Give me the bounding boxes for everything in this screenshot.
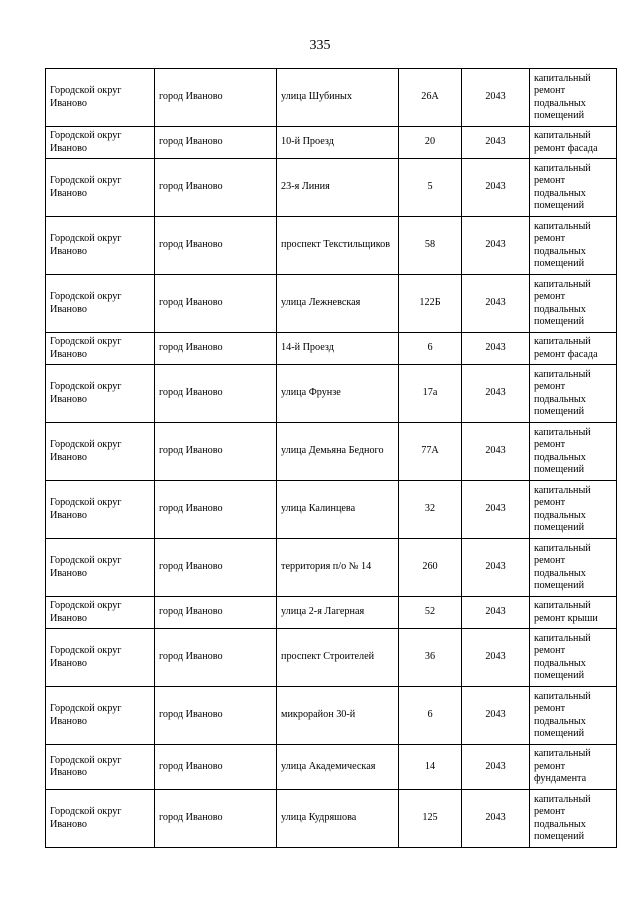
- city-cell: город Иваново: [155, 333, 277, 365]
- work-type-cell: капитальный ремонт подвальных помещений: [530, 423, 617, 481]
- district-cell: Городской округ Иваново: [46, 597, 155, 629]
- work-type-cell: капитальный ремонт подвальных помещений: [530, 365, 617, 423]
- district-cell: Городской округ Иваново: [46, 745, 155, 790]
- table-row: [46, 69, 617, 127]
- work-type-cell: капитальный ремонт подвальных помещений: [530, 159, 617, 217]
- year-cell: 2043: [462, 333, 530, 365]
- work-type-cell: капитальный ремонт подвальных помещений: [530, 629, 617, 687]
- city-cell: город Иваново: [155, 217, 277, 275]
- year-cell: 2043: [462, 423, 530, 481]
- year-cell: 2043: [462, 481, 530, 539]
- district-cell: Городской округ Иваново: [46, 333, 155, 365]
- district-cell: Городской округ Иваново: [46, 159, 155, 217]
- house-cell: 5: [399, 159, 462, 217]
- street-cell: 14-й Проезд: [277, 333, 399, 365]
- city-cell: город Иваново: [155, 539, 277, 597]
- district-cell: Городской округ Иваново: [46, 687, 155, 745]
- table-row: [46, 333, 617, 365]
- district-cell: Городской округ Иваново: [46, 69, 155, 127]
- work-type-cell: капитальный ремонт фасада: [530, 333, 617, 365]
- year-cell: 2043: [462, 217, 530, 275]
- street-cell: улица Фрунзе: [277, 365, 399, 423]
- city-cell: город Иваново: [155, 127, 277, 159]
- house-cell: 14: [399, 745, 462, 790]
- work-type-cell: капитальный ремонт фундамента: [530, 745, 617, 790]
- house-cell: 77А: [399, 423, 462, 481]
- house-cell: 36: [399, 629, 462, 687]
- city-cell: город Иваново: [155, 629, 277, 687]
- year-cell: 2043: [462, 365, 530, 423]
- year-cell: 2043: [462, 159, 530, 217]
- house-cell: 52: [399, 597, 462, 629]
- year-cell: 2043: [462, 539, 530, 597]
- city-cell: город Иваново: [155, 423, 277, 481]
- street-cell: улица Лежневская: [277, 275, 399, 333]
- house-cell: 58: [399, 217, 462, 275]
- work-type-cell: капитальный ремонт подвальных помещений: [530, 69, 617, 127]
- work-type-cell: капитальный ремонт подвальных помещений: [530, 217, 617, 275]
- page-number: 335: [309, 38, 331, 53]
- work-type-cell: капитальный ремонт подвальных помещений: [530, 790, 617, 848]
- table-row: [46, 687, 617, 745]
- district-cell: Городской округ Иваново: [46, 539, 155, 597]
- year-cell: 2043: [462, 275, 530, 333]
- table-row: [46, 365, 617, 423]
- work-type-cell: капитальный ремонт крыши: [530, 597, 617, 629]
- year-cell: 2043: [462, 127, 530, 159]
- table-row: [46, 745, 617, 790]
- street-cell: проспект Текстильщиков: [277, 217, 399, 275]
- city-cell: город Иваново: [155, 745, 277, 790]
- house-cell: 6: [399, 333, 462, 365]
- table-row: [46, 539, 617, 597]
- house-cell: 125: [399, 790, 462, 848]
- table-row: [46, 217, 617, 275]
- table-row: [46, 790, 617, 848]
- work-type-cell: капитальный ремонт подвальных помещений: [530, 275, 617, 333]
- city-cell: город Иваново: [155, 159, 277, 217]
- year-cell: 2043: [462, 629, 530, 687]
- district-cell: Городской округ Иваново: [46, 481, 155, 539]
- table-row: [46, 127, 617, 159]
- house-cell: 26А: [399, 69, 462, 127]
- street-cell: проспект Строителей: [277, 629, 399, 687]
- work-type-cell: капитальный ремонт подвальных помещений: [530, 539, 617, 597]
- district-cell: Городской округ Иваново: [46, 790, 155, 848]
- street-cell: территория п/о № 14: [277, 539, 399, 597]
- year-cell: 2043: [462, 745, 530, 790]
- year-cell: 2043: [462, 597, 530, 629]
- street-cell: улица Академическая: [277, 745, 399, 790]
- work-type-cell: капитальный ремонт подвальных помещений: [530, 687, 617, 745]
- repair-schedule-table: [45, 68, 617, 848]
- work-type-cell: капитальный ремонт подвальных помещений: [530, 481, 617, 539]
- district-cell: Городской округ Иваново: [46, 217, 155, 275]
- house-cell: 6: [399, 687, 462, 745]
- table-row: [46, 423, 617, 481]
- house-cell: 32: [399, 481, 462, 539]
- street-cell: 10-й Проезд: [277, 127, 399, 159]
- city-cell: город Иваново: [155, 69, 277, 127]
- district-cell: Городской округ Иваново: [46, 423, 155, 481]
- city-cell: город Иваново: [155, 275, 277, 333]
- street-cell: улица Шубиных: [277, 69, 399, 127]
- table-row: [46, 597, 617, 629]
- city-cell: город Иваново: [155, 790, 277, 848]
- table-row: [46, 629, 617, 687]
- street-cell: микрорайон 30-й: [277, 687, 399, 745]
- year-cell: 2043: [462, 69, 530, 127]
- street-cell: улица Демьяна Бедного: [277, 423, 399, 481]
- year-cell: 2043: [462, 790, 530, 848]
- street-cell: 23-я Линия: [277, 159, 399, 217]
- house-cell: 17а: [399, 365, 462, 423]
- house-cell: 20: [399, 127, 462, 159]
- year-cell: 2043: [462, 687, 530, 745]
- street-cell: улица Кудряшова: [277, 790, 399, 848]
- house-cell: 122Б: [399, 275, 462, 333]
- city-cell: город Иваново: [155, 481, 277, 539]
- city-cell: город Иваново: [155, 687, 277, 745]
- district-cell: Городской округ Иваново: [46, 365, 155, 423]
- district-cell: Городской округ Иваново: [46, 127, 155, 159]
- city-cell: город Иваново: [155, 597, 277, 629]
- work-type-cell: капитальный ремонт фасада: [530, 127, 617, 159]
- district-cell: Городской округ Иваново: [46, 629, 155, 687]
- street-cell: улица 2-я Лагерная: [277, 597, 399, 629]
- table-row: [46, 481, 617, 539]
- city-cell: город Иваново: [155, 365, 277, 423]
- table-row: [46, 275, 617, 333]
- table-row: [46, 159, 617, 217]
- street-cell: улица Калинцева: [277, 481, 399, 539]
- district-cell: Городской округ Иваново: [46, 275, 155, 333]
- house-cell: 260: [399, 539, 462, 597]
